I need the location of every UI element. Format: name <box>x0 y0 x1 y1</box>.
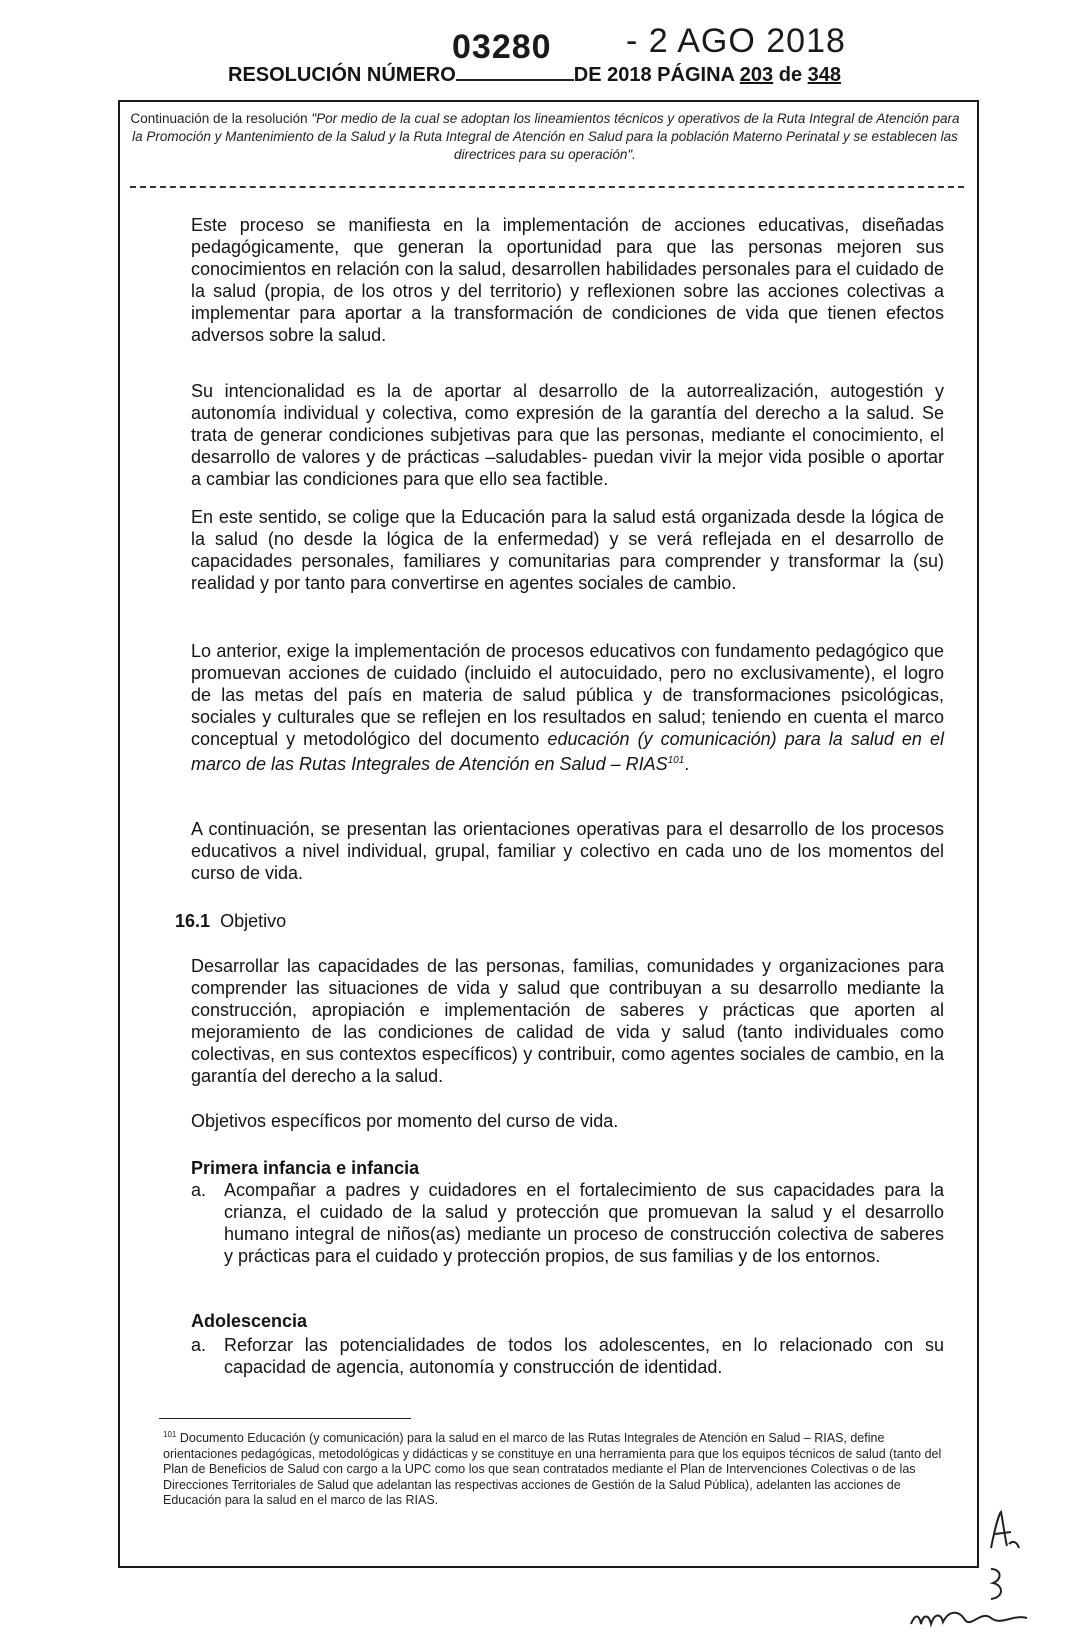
list-item-text: Reforzar las potencialidades de todos los adolescentes, en lo relacionado con su capacidad de agencia, autonomía y construcción de identidad. <box>224 1335 944 1377</box>
dashed-divider <box>130 186 964 188</box>
list-marker: a. <box>191 1180 207 1200</box>
header-page: 203 <box>739 64 774 86</box>
header-mid: DE 2018 PÁGINA <box>573 64 735 86</box>
footnote-ref: 101 <box>667 755 685 766</box>
handwritten-signature <box>905 1600 1035 1636</box>
section-number: 16.1 <box>175 911 211 931</box>
paragraph-4: Lo anterior, exige la implementación de procesos educativos con fundamento pedagógico que promuevan acciones de cuidado (incluido el autocuidado, pero no exclusivamente), el logro de las metas del país en materia de salud pública y de transformaciones psicológicas, sociales y culturales que se reflejen en los resultados en salud; teniendo en cuenta el marco conceptual y metodológico del documento educación (y comunicación) para la salud en el marco de las Rutas Integrales de Atención en Salud – RIAS$^{101}$. <box>191 641 944 774</box>
list-marker: a. <box>191 1335 207 1355</box>
list-item <box>191 1179 944 1267</box>
paragraph-3: En este sentido, se colige que la Educación para la salud está organizada desde la lógica de la salud (no desde la lógica de la enfermedad) y se verá reflejada en el desarrollo de capacidades personales, familiares y comunitarias para comprender y transformar la (su) realidad y por tanto para convertirse en agentes sociales de cambio. <box>191 507 944 593</box>
number-blank <box>456 65 574 81</box>
handwritten-initials <box>985 1508 1025 1558</box>
header-of: de <box>778 64 803 86</box>
footnote-rule <box>159 1418 411 1419</box>
specific-objectives-intro: Objetivos específicos por momento del curso de vida. <box>191 1111 619 1131</box>
stage-heading-adolescence: Adolescencia <box>191 1311 308 1331</box>
objective-paragraph: Desarrollar las capacidades de las personas, familias, comunidades y organizaciones para comprender las situaciones de vida y salud que contribuyan a su desarrollo mediante la construcción, apropiación e implementación de saberes y prácticas que aporten al mejoramiento de las condiciones de calidad de vida y salud (tanto individuales como colectivas, en sus contextos específicos) y contribuir, como agentes sociales de cambio, en la garantía del derecho a la salud. <box>191 956 944 1086</box>
page-header <box>228 64 848 87</box>
continuation-lead: Continuación de la resolución <box>130 111 312 126</box>
document-title: educación (y comunicación) para la salud en el marco de las Rutas Integrales de Atención en Salud – RIAS <box>191 729 944 774</box>
section-title: Objetivo <box>220 911 287 931</box>
footnote <box>163 1427 943 1509</box>
continuation-note <box>130 110 960 164</box>
header-total: 348 <box>807 64 842 86</box>
continuation-title: "Por medio de la cual se adoptan los lineamientos técnicos y operativos de la Ruta Integral de Atención para la Promoción y Mantenimiento de la Salud y la Ruta Integral de Atención en Salud para la población Materno Perinatal y se establecen las directrices para su operación". <box>132 111 960 162</box>
stamp-resolution-number: 03280 <box>452 28 552 66</box>
handwritten-mark <box>985 1565 1015 1605</box>
footnote-text: Documento Educación (y comunicación) para la salud en el marco de las Rutas Integrales de Atención en Salud – RIAS, define orientaciones pedagógicas, metodológicas y didácticas y se constituye en una herramienta para que los equipos técnicos de salud (tanto del Plan de Beneficios de Salud con cargo a la UPC como los que sean contratados mediante el Plan de Intervenciones Colectivas o de las Direcciones Territoriales de Salud que adelantan las respectivas acciones de Gestión de la Salud Pública), adelanten las acciones de Educación para la salud en el marco de las RIAS. <box>163 1431 942 1508</box>
stage-heading-infancy: Primera infancia e infancia <box>191 1158 420 1178</box>
list-item <box>191 1334 944 1378</box>
list-item-text: Acompañar a padres y cuidadores en el fortalecimiento de sus capacidades para la crianza, el cuidado de la salud y protección que promuevan la salud y el desarrollo humano integral de niños(as) mediante un proceso de construcción colectiva de saberes y prácticas para el cuidado y protección propios, de sus familias y de los entornos. <box>224 1180 944 1266</box>
paragraph-1: Este proceso se manifiesta en la implementación de acciones educativas, diseñadas pedagógicamente, que generan la oportunidad para que las personas mejoren sus conocimientos en relación con la salud, desarrollen habilidades personales para el cuidado de la salud (propia, de los otros y del territorio) y reflexionen sobre las acciones colectivas a implementar para aportar a la transformación de condiciones de vida que tienen efectos adversos sobre la salud. <box>191 215 944 345</box>
stamp-date: - 2 AGO 2018 <box>626 22 846 60</box>
paragraph-5: A continuación, se presentan las orientaciones operativas para el desarrollo de los procesos educativos a nivel individual, grupal, familiar y colectivo en cada uno de los momentos del curso de vida. <box>191 819 944 883</box>
footnote-mark: 101 <box>163 1430 177 1439</box>
section-heading <box>175 910 286 932</box>
header-prefix: RESOLUCIÓN NÚMERO <box>228 64 456 86</box>
paragraph-2: Su intencionalidad es la de aportar al desarrollo de la autorrealización, autogestión y autonomía individual y colectiva, como expresión de la garantía del derecho a la salud. Se trata de generar condiciones subjetivas para que las personas, mediante el conocimiento, el desarrollo de valores y de prácticas –saludables- puedan vivir la mejor vida posible o aportar a cambiar las condiciones para que ello sea factible. <box>191 381 944 489</box>
